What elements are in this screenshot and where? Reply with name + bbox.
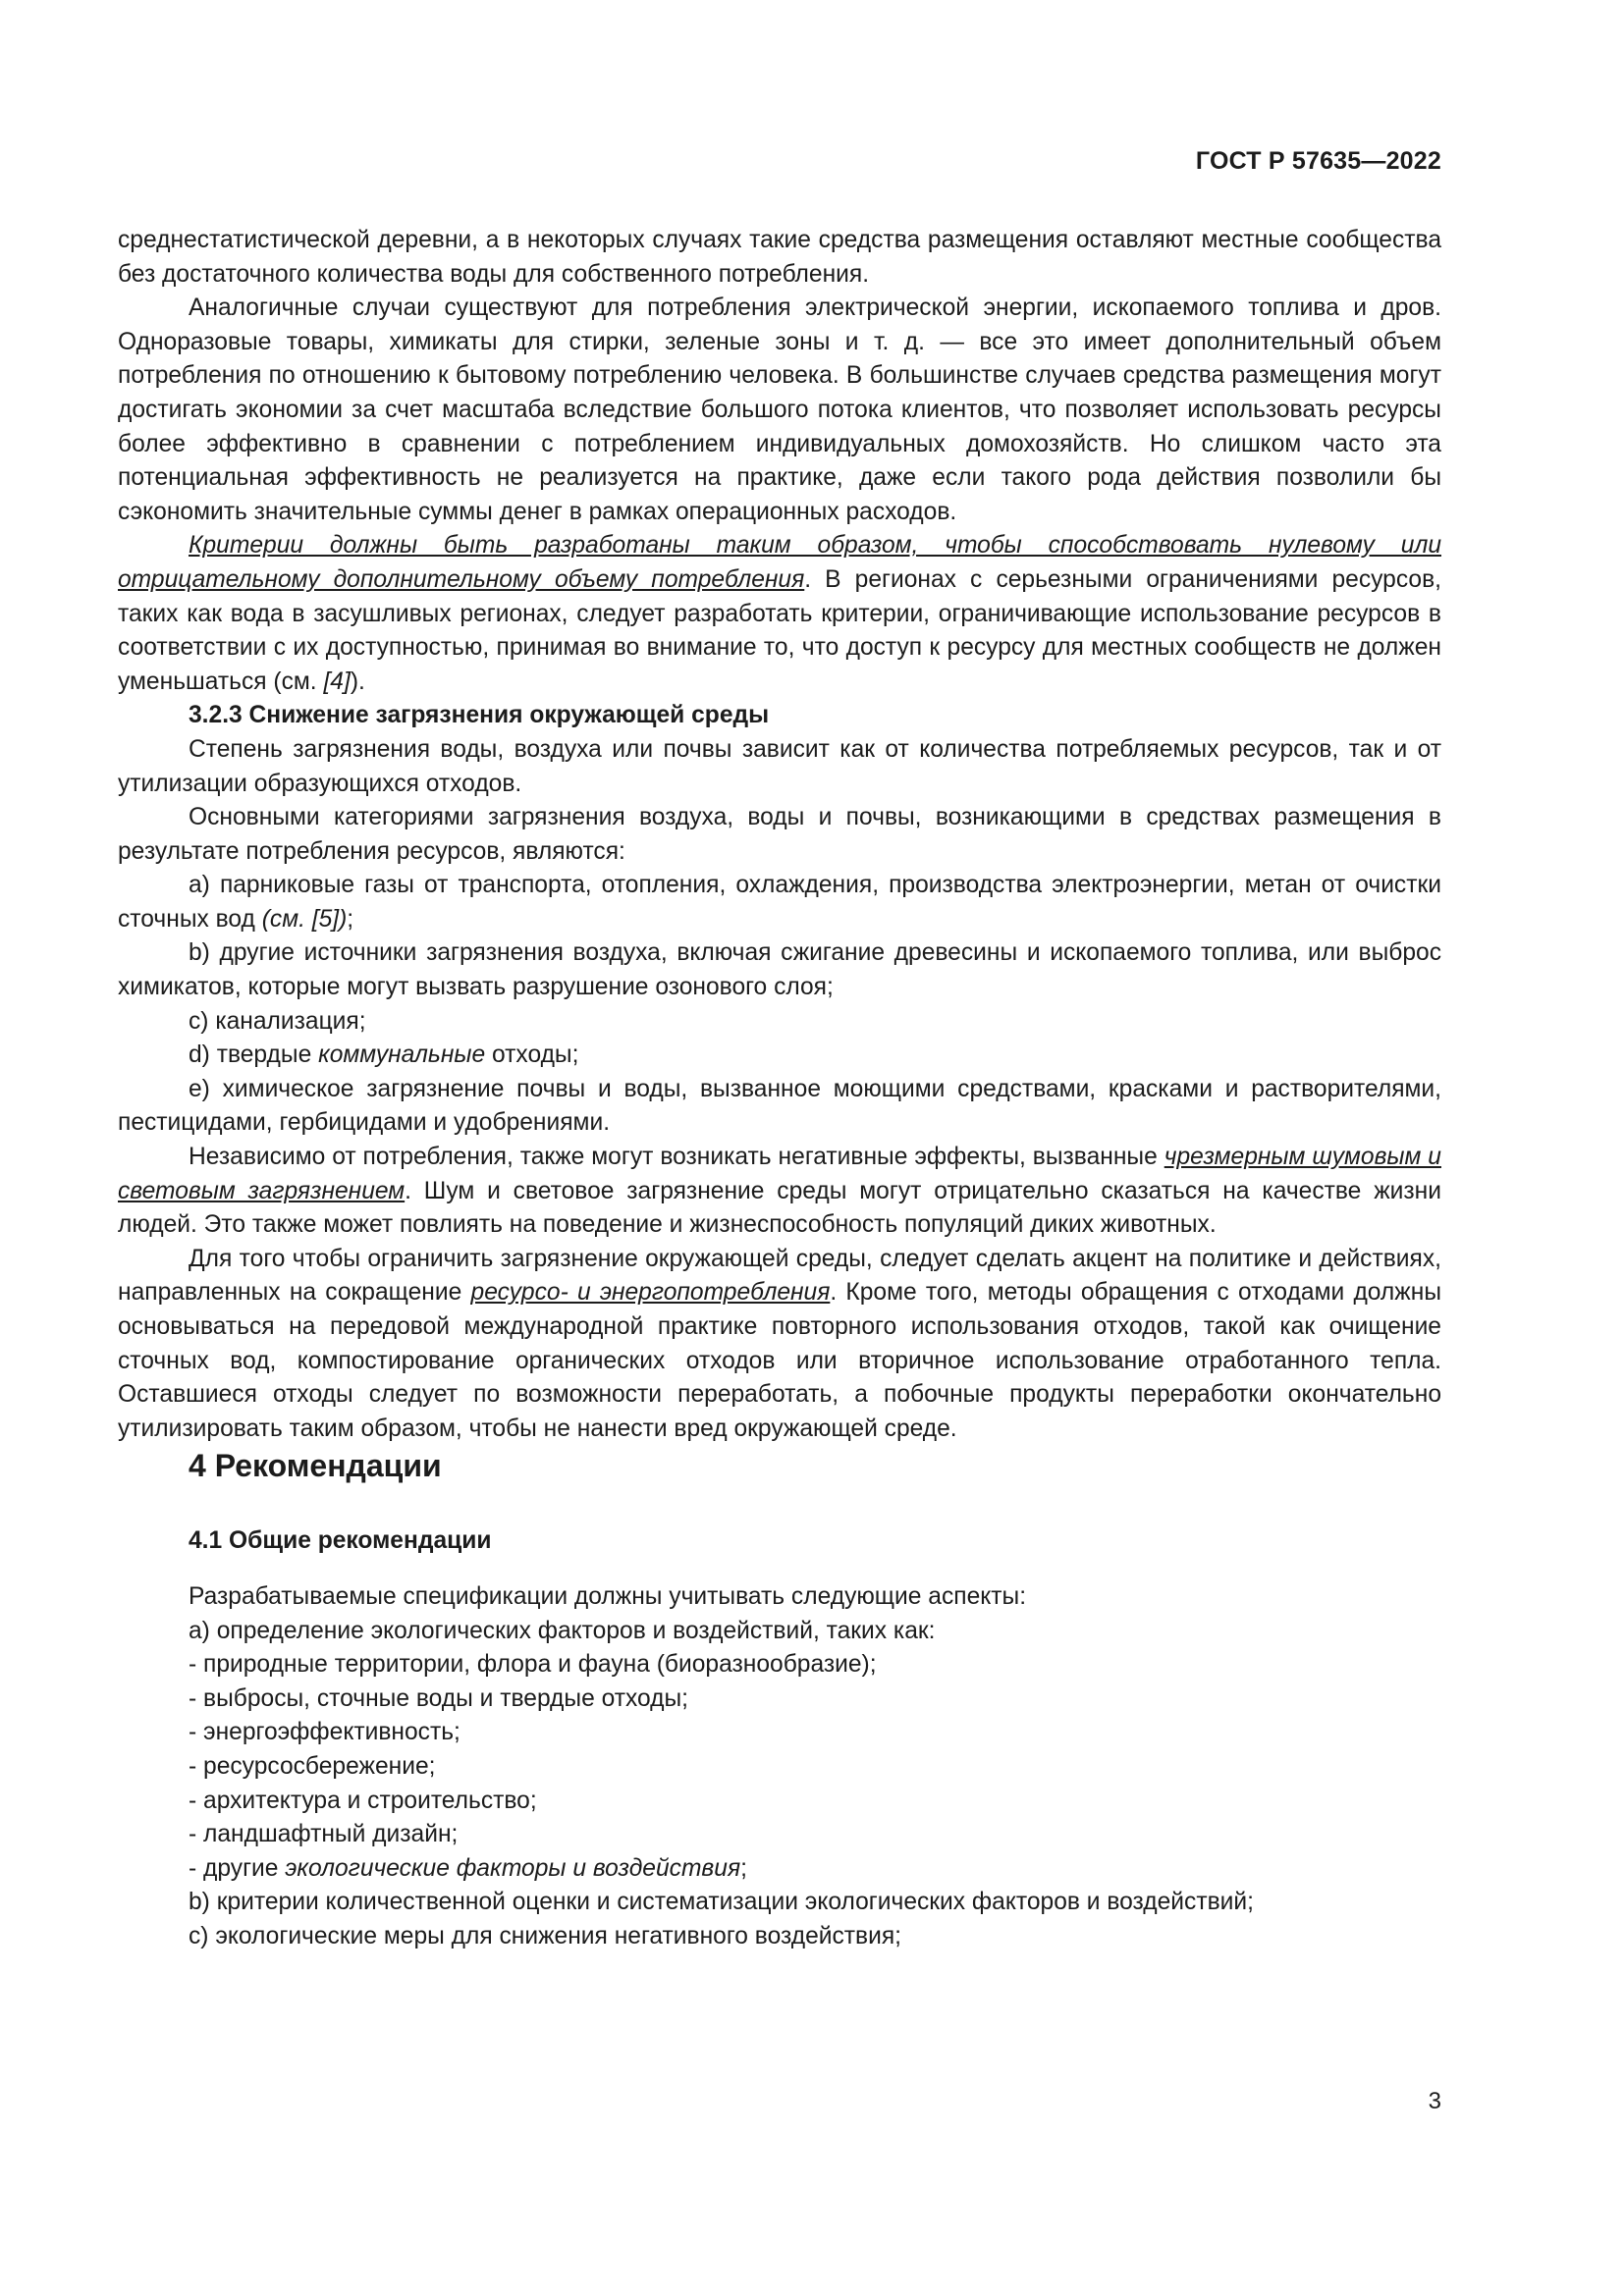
list-item-d-post: отходы; xyxy=(485,1041,579,1069)
aspect-a: a) определение экологических факторов и воздействий, таких как: xyxy=(189,1617,936,1644)
page-number: 3 xyxy=(1428,2088,1441,2114)
list-item-d-pre: d) твердые xyxy=(189,1041,319,1069)
limit-post: . Кроме того, методы обращения с отходами должны основываться на передовой международной практике повторного использования отходов, такой как очищение сточных вод, компостирование органических отходов или вторичное использование отработанного тепла. Оставшиеся отходы следует по возможности переработать, а побочные продукты переработки окончательно утилизировать таким образом, чтобы не нанести вред окружающей среде. xyxy=(118,1279,1441,1442)
list-item-d xyxy=(118,1039,1441,1073)
aspect-dash-7-pre: - другие xyxy=(189,1854,286,1882)
aspect-dash-2: - выбросы, сточные воды и твердые отходы; xyxy=(189,1684,689,1712)
criteria-text: . В регионах с серьезными ограничениями ресурсов, таких как вода в засушливых регионах, следует разработать критерии, ограничивающие использование ресурсов в соответствии с их доступностью, принимая во внимание то, что доступ к ресурсу для местных сообществ не должен уменьшаться (см. xyxy=(118,565,1441,695)
list-item-c: c) канализация; xyxy=(189,1007,366,1035)
aspect-dash-7 xyxy=(118,1852,1441,1887)
list-item-a-text: a) парниковые газы от транспорта, отопления, охлаждения, производства электроэнергии, метан от очистки сточных вод xyxy=(118,872,1441,933)
noise-emphasis: чрезмерным шумовым и световым загрязнением xyxy=(118,1144,1441,1204)
criteria-end: ). xyxy=(350,667,365,695)
reference-5: (см. [5]) xyxy=(261,905,348,933)
subsection-title-4-1: 4.1 Общие рекомендации xyxy=(189,1527,492,1555)
paragraph-criteria xyxy=(118,529,1441,699)
aspect-dash-6: - ландшафтный дизайн; xyxy=(189,1821,459,1848)
list-item-d-italic: коммунальные xyxy=(318,1041,486,1069)
aspect-c: c) экологические меры для снижения негативного воздействия; xyxy=(189,1922,901,1949)
paragraph-continuation: среднестатистической деревни, а в некоторых случаях такие средства размещения оставляют местные сообщества без достаточного количества воды для собственного потребления. xyxy=(118,227,1441,288)
aspect-dash-7-italic: экологические факторы и воздействия xyxy=(285,1854,741,1882)
aspect-b: b) критерии количественной оценки и систематизации экологических факторов и воздействий; xyxy=(189,1889,1254,1916)
reference-4: [4] xyxy=(323,667,351,695)
noise-pre: Независимо от потребления, также могут возникать негативные эффекты, вызванные xyxy=(189,1144,1164,1171)
list-item-e: e) химическое загрязнение почвы и воды, вызванное моющими средствами, красками и растворителями, пестицидами, гербицидами и удобрениями. xyxy=(118,1075,1441,1137)
aspect-dash-3: - энергоэффективность; xyxy=(189,1719,460,1746)
aspect-dash-5: - архитектура и строительство; xyxy=(189,1787,537,1814)
paragraph-pollution-degree: Степень загрязнения воды, воздуха или почвы зависит как от количества потребляемых ресурсов, так и от утилизации образующихся отходов. xyxy=(118,735,1441,797)
noise-post: . Шум и световое загрязнение среды могут отрицательно сказаться на качестве жизни людей. Это также может повлиять на поведение и жизнеспособность популяций диких животных. xyxy=(118,1177,1441,1239)
aspect-dash-4: - ресурсосбережение; xyxy=(189,1752,436,1780)
paragraph-consumption: Аналогичные случаи существуют для потребления электрической энергии, ископаемого топлива и дров. Одноразовые товары, химикаты для стирки, зеленые зоны и т. д. — все это имеет дополнительный объем потребления по отношению к бытовому потреблению человека. В большинстве случаев средства размещения могут достигать экономии за счет масштаба вследствие большого потока клиентов, что позволяет использовать ресурсы более эффективно в сравнении с потреблением индивидуальных домохозяйств. Но слишком часто эта потенциальная эффективность не реализуется на практике, даже если такого рода действия позволили бы сэкономить значительные суммы денег в рамках операционных расходов. xyxy=(118,294,1441,525)
limit-emphasis: ресурсо- и энергопотребления xyxy=(470,1279,831,1307)
aspect-dash-1: - природные территории, флора и фауна (биоразнообразие); xyxy=(189,1651,877,1679)
paragraph-noise xyxy=(118,1141,1441,1243)
paragraph-pollution-categories: Основными категориями загрязнения воздуха, воды и почвы, возникающими в средствах размещения в результате потребления ресурсов, являются: xyxy=(118,804,1441,865)
paragraph-aspects: Разрабатываемые спецификации должны учитывать следующие аспекты: xyxy=(189,1582,1027,1610)
criteria-emphasis: Критерии должны быть разработаны таким образом, чтобы способствовать нулевому или отрицательному дополнительному объему потребления xyxy=(118,532,1441,593)
limit-pre: Для того чтобы ограничить загрязнение окружающей среды, следует сделать акцент на политике и действиях, направленных на сокращение xyxy=(118,1245,1441,1307)
aspect-dash-7-post: ; xyxy=(740,1854,747,1882)
section-title-4: 4 Рекомендации xyxy=(189,1448,442,1484)
list-item-b: b) другие источники загрязнения воздуха, включая сжигание древесины и ископаемого топлива, или выброс химикатов, которые могут вызвать разрушение озонового слоя; xyxy=(118,939,1441,1001)
paragraph-limit-pollution xyxy=(118,1243,1441,1447)
subsection-title-3-2-3: 3.2.3 Снижение загрязнения окружающей среды xyxy=(189,702,770,729)
page-content xyxy=(118,224,1441,1954)
list-item-a-end: ; xyxy=(347,905,354,933)
document-header-id: ГОСТ Р 57635—2022 xyxy=(1195,147,1441,175)
list-item-a xyxy=(118,869,1441,936)
